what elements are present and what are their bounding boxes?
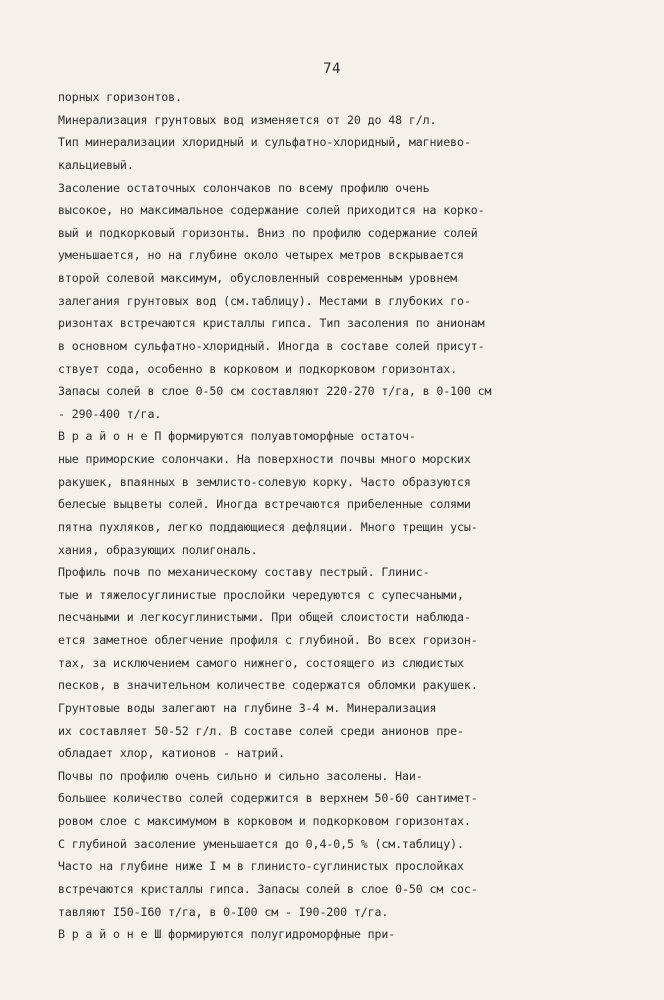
- text-line: большее количество солей содержится в верхнем 50-60 сантимет-: [58, 791, 478, 806]
- text-line: ется заметное облегчение профиля с глубиной. Во всех горизон-: [58, 633, 478, 647]
- text-line: уменьшается, но на глубине около четырех метров вскрывается: [58, 248, 464, 263]
- text-line: вый и подкорковый горизонты. Вниз по профилю содержание солей: [58, 225, 478, 240]
- text-line: песчаными и легкосуглинистыми. При общей слоистости наблюда-: [58, 610, 471, 625]
- text-line: обладает хлор, катионов - натрий.: [58, 746, 286, 761]
- text-line: Тип минерализации хлоридный и сульфатно-хлоридный, магниево-: [58, 135, 471, 150]
- body-text: [58, 86, 598, 946]
- text-line: тавляют I50-I60 т/га, в 0-I00 см - I90-200 т/га.: [58, 904, 389, 919]
- text-line: в основном сульфатно-хлоридный. Иногда в составе солей присут-: [58, 338, 485, 353]
- text-line: пятна пухляков, легко поддающиеся дефляции. Много трещин усы-: [58, 519, 478, 534]
- page-number: 74: [323, 61, 341, 77]
- text-line: Часто на глубине ниже I м в глинисто-суглинистых прослойках: [58, 859, 464, 874]
- text-line: Минерализация грунтовых вод изменяется от 20 до 48 г/л.: [58, 112, 437, 127]
- text-line: С глубиной засоление уменьшается до 0,4-0,5 % (см.таблицу).: [58, 836, 464, 851]
- text-line: песков, в значительном количестве содержатся обломки ракушек.: [58, 678, 478, 693]
- text-line: ровом слое с максимумом в корковом и подкорковом горизонтах.: [58, 814, 471, 828]
- text-line: Грунтовые воды залегают на глубине 3-4 м. Минерализация: [58, 700, 437, 715]
- text-line: ризонтах встречаются кристаллы гипса. Тип засоления по анионам: [58, 316, 485, 331]
- text-line: белесые выцветы солей. Иногда встречаются прибеленные солями: [58, 497, 471, 512]
- text-line: хания, образующих полигональ.: [58, 542, 258, 557]
- text-line: ствует сода, особенно в корковом и подкорковом горизонтах.: [58, 361, 458, 376]
- text-line: тах, за исключением самого нижнего, состоящего из слюдистых: [58, 655, 464, 670]
- text-line: Профиль почв по механическому составу пестрый. Глинис-: [58, 565, 430, 580]
- text-line: порных горизонтов.: [58, 90, 182, 104]
- text-line: тые и тяжелосуглинистые прослойки чередуются с супесчаными,: [58, 587, 464, 602]
- text-line: их составляет 50-52 г/л. В составе солей среди анионов пре-: [58, 723, 464, 738]
- text-line: высокое, но максимальное содержание солей приходится на корко-: [58, 203, 485, 218]
- text-line: второй солевой максимум, обусловленный современным уровнем: [58, 271, 458, 285]
- text-line: кальциевый.: [58, 157, 134, 172]
- text-line: Засоление остаточных солончаков по всему профилю очень: [58, 180, 430, 195]
- text-line: залегания грунтовых вод (см.таблицу). Местами в глубоких го-: [58, 293, 471, 308]
- text-line: - 290-400 т/га.: [58, 406, 162, 421]
- text-line: Запасы солей в слое 0-50 см составляют 220-270 т/га, в 0-100 см: [58, 384, 492, 399]
- text-line: встречаются кристаллы гипса. Запасы солей в слое 0-50 см сос-: [58, 881, 478, 896]
- text-line: В р а й о н е П формируются полуавтоморфные остаточ-: [58, 429, 416, 444]
- text-line: ные приморские солончаки. На поверхности почвы много морских: [58, 452, 471, 466]
- text-line: В р а й о н е Ш формируются полугидроморфные при-: [58, 927, 396, 942]
- text-line: ракушек, впаянных в землисто-солевую корку. Часто образуются: [58, 474, 471, 489]
- text-line: Почвы по профилю очень сильно и сильно засолены. Наи-: [58, 768, 423, 783]
